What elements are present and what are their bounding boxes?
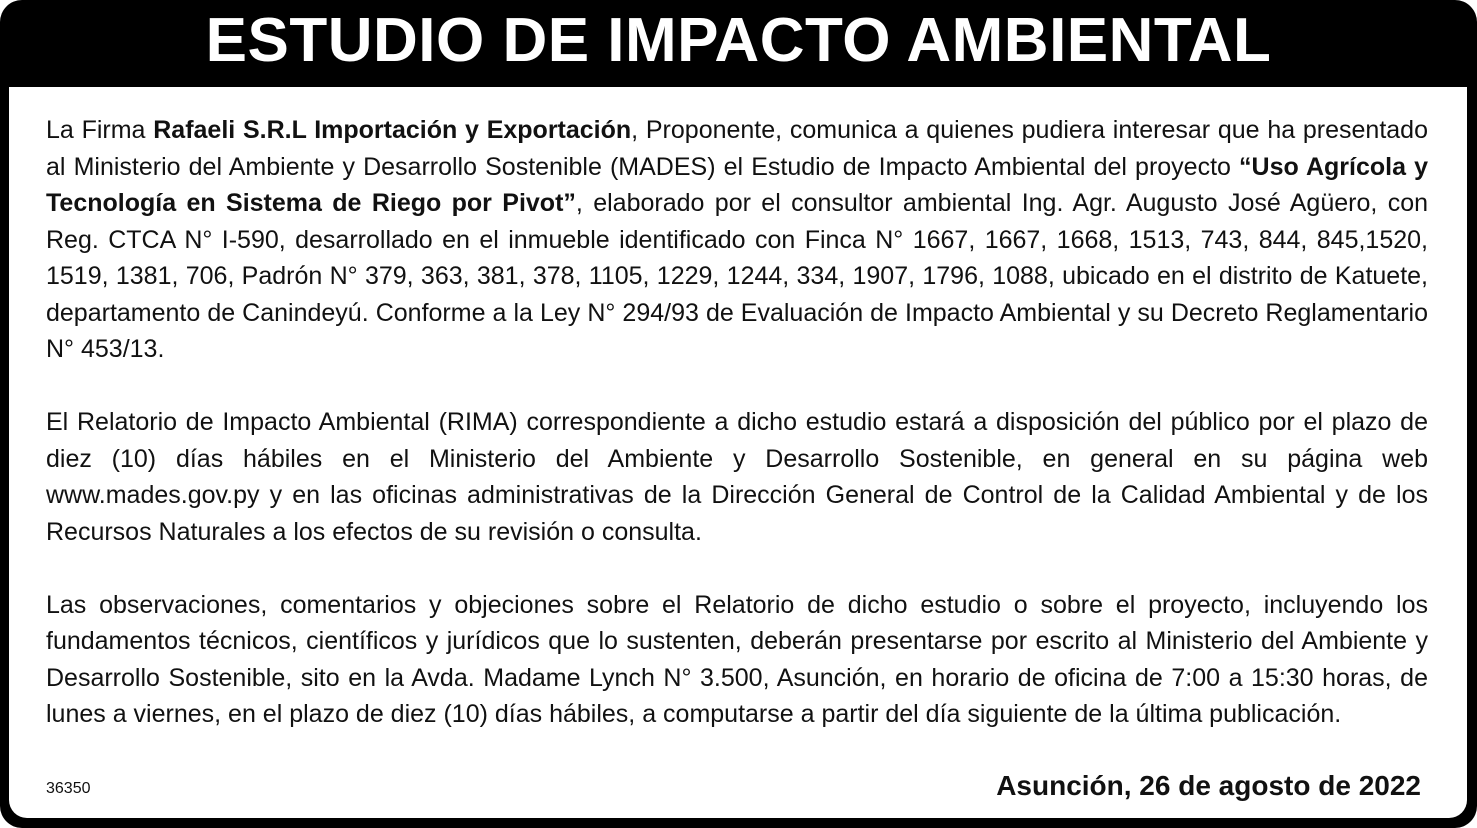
- notice-header: [0, 0, 1477, 86]
- publication-date: Asunción, 26 de agosto de 2022: [996, 770, 1421, 801]
- paragraph-announcement: [46, 112, 1428, 368]
- paragraph-rima-availability: El Relatorio de Impacto Ambiental (RIMA) correspondiente a dicho estudio estará a disposición del público por el plazo de diez (10) días hábiles en el Ministerio del Ambiente y Desarrollo Sostenible, en general en su página web www.mades.gov.py y en las oficinas administrativas de la Dirección General de Control de la Calidad Ambiental y de los Recursos Naturales a los efectos de su revisión o consulta.: [46, 408, 1428, 546]
- announcement-text-3: , elaborado por el consultor ambiental Ing. Agr. Augusto José Agüero, con Reg. CTCA N° I-590, desarrollado en el inmueble identificado con Finca N° 1667, 1667, 1668, 1513, 743, 844, 845,1520, 1519, 1381, 706, Padrón N° 379, 363, 381, 378, 1105, 1229, 1244, 334, 1907, 1796, 1088, ubicado en el distrito de Katuete, departamento de Canindeyú. Conforme a la Ley N° 294/93 de Evaluación de Impacto Ambiental y su Decreto Reglamentario N° 453/13.: [46, 189, 1428, 363]
- notice-title: ESTUDIO DE IMPACTO AMBIENTAL: [205, 6, 1272, 75]
- notice-content: [46, 112, 1428, 733]
- reference-number: 36350: [46, 780, 91, 797]
- paragraph-observations: Las observaciones, comentarios y objeciones sobre el Relatorio de dicho estudio o sobre el proyecto, incluyendo los fundamentos técnicos, científicos y jurídicos que lo sustenten, deberán presentarse por escrito al Ministerio del Ambiente y Desarrollo Sostenible, sito en la Avda. Madame Lynch N° 3.500, Asunción, en horario de oficina de 7:00 a 15:30 horas, de lunes a viernes, en el plazo de diez (10) días hábiles, a computarse a partir del día siguiente de la última publicación.: [46, 590, 1428, 728]
- notice-body: [9, 87, 1467, 818]
- announcement-text-1: La Firma: [46, 116, 154, 144]
- company-name: Rafaeli S.R.L Importación y Exportación: [153, 116, 632, 144]
- announcement-text-2: , Proponente, comunica a quienes pudiera interesar que ha presentado al Ministerio del Ambiente y Desarrollo Sostenible (MADES) el Estudio de Impacto Ambiental del proyecto: [46, 116, 1428, 181]
- project-name: “Uso Agrícola y Tecnología en Sistema de Riego por Pivot”: [46, 152, 1428, 217]
